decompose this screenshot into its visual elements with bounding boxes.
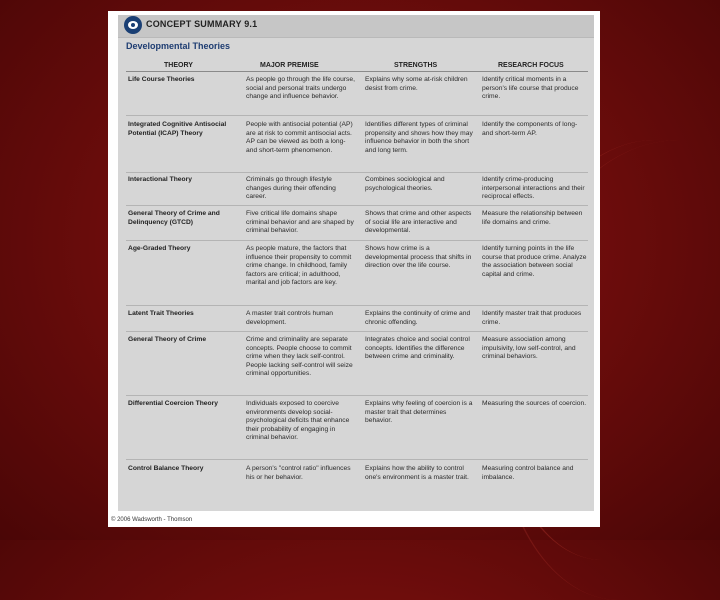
premise-cell: As people go through the life course, social and personal traits undergo change and influence behavior. — [246, 76, 355, 101]
row-divider — [126, 205, 588, 206]
row-divider — [126, 459, 588, 460]
focus-cell: Identify crime-producing interpersonal interactions and their reciprocal effects. — [482, 176, 585, 201]
premise-cell: Individuals exposed to coercive environments develop social-psychological deficits that enhance their probability of engaging in criminal behavior. — [246, 400, 350, 442]
theory-cell: Life Course Theories — [128, 76, 195, 83]
concept-summary-panel — [118, 15, 594, 511]
row-divider — [126, 331, 588, 332]
theory-cell: Latent Trait Theories — [128, 310, 194, 317]
strength-cell: Explains the continuity of crime and chronic offending. — [365, 310, 471, 326]
copyright-notice: © 2006 Wadsworth - Thomson — [111, 517, 193, 523]
theory-cell: General Theory of Crime and Delinquency (GTCD) — [128, 210, 220, 226]
premise-cell: As people mature, the factors that influence their propensity to commit crime change. In childhood, family factors are critical; in adulthood, marital and job factors are key. — [246, 245, 352, 287]
theory-cell: Age-Graded Theory — [128, 245, 191, 252]
focus-cell: Measuring control balance and imbalance. — [482, 465, 574, 481]
premise-cell: Crime and criminality are separate concepts. People choose to commit crime when they lack self-control. People lacking self-control will seize criminal opportunities. — [246, 336, 353, 378]
premise-cell: Five critical life domains shape criminal behavior and are shaped by criminal behavior. — [246, 210, 354, 235]
strength-cell: Identifies different types of criminal propensity and shows how they may influence behavior in both the short and long term. — [365, 121, 473, 154]
strength-cell: Shows how crime is a developmental process that shifts in direction over the life course. — [365, 245, 472, 270]
strength-cell: Shows that crime and other aspects of social life are interactive and developmental. — [365, 210, 472, 235]
row-divider — [126, 240, 588, 241]
focus-cell: Identify turning points in the life course that produce crime. Analyze the association between social capital and crime. — [482, 245, 587, 278]
theory-cell: General Theory of Crime — [128, 336, 207, 343]
column-header-research-focus: RESEARCH FOCUS — [498, 62, 564, 69]
premise-cell: People with antisocial potential (AP) are at risk to commit antisocial acts. AP can be viewed as both a long- and short-term phenomenon. — [246, 121, 353, 154]
strength-cell: Explains why feeling of coercion is a master trait that determines behavior. — [365, 400, 473, 425]
table-title: Developmental Theories — [126, 41, 231, 51]
focus-cell: Identify critical moments in a person's life course that produce crime. — [482, 76, 579, 101]
focus-cell: Identify the components of long- and short-term AP. — [482, 121, 578, 137]
focus-cell: Measuring the sources of coercion. — [482, 400, 587, 407]
focus-cell: Identify master trait that produces crime. — [482, 310, 582, 326]
row-divider — [126, 172, 588, 173]
premise-cell: A person's "control ratio" influences his or her behavior. — [246, 465, 351, 481]
focus-cell: Measure the relationship between life domains and crime. — [482, 210, 583, 226]
column-header-strengths: STRENGTHS — [394, 62, 438, 69]
strength-cell: Integrates choice and social control concepts. Identifies the difference between crime and criminality. — [365, 336, 470, 361]
column-header-theory: THEORY — [164, 62, 193, 69]
header-divider — [126, 71, 588, 72]
row-divider — [126, 395, 588, 396]
strength-cell: Combines sociological and psychological theories. — [365, 176, 445, 192]
premise-cell: A master trait controls human development. — [246, 310, 333, 326]
column-header-major-premise: MAJOR PREMISE — [260, 62, 319, 69]
eye-logo-icon — [124, 16, 142, 34]
concept-summary-label: CONCEPT SUMMARY 9.1 — [146, 19, 258, 29]
strength-cell: Explains how the ability to control one's environment is a master trait. — [365, 465, 469, 481]
premise-cell: Criminals go through lifestyle changes during their offending career. — [246, 176, 336, 201]
strength-cell: Explains why some at-risk children desist from crime. — [365, 76, 468, 92]
theory-cell: Integrated Cognitive Antisocial Potential (ICAP) Theory — [128, 121, 227, 137]
row-divider — [126, 115, 588, 116]
slide-frame — [108, 11, 600, 527]
concept-summary-banner — [118, 15, 594, 38]
theory-cell: Differential Coercion Theory — [128, 400, 218, 407]
theory-cell: Control Balance Theory — [128, 465, 204, 472]
theory-cell: Interactional Theory — [128, 176, 192, 183]
row-divider — [126, 305, 588, 306]
focus-cell: Measure association among impulsivity, low self-control, and criminal behaviors. — [482, 336, 576, 361]
